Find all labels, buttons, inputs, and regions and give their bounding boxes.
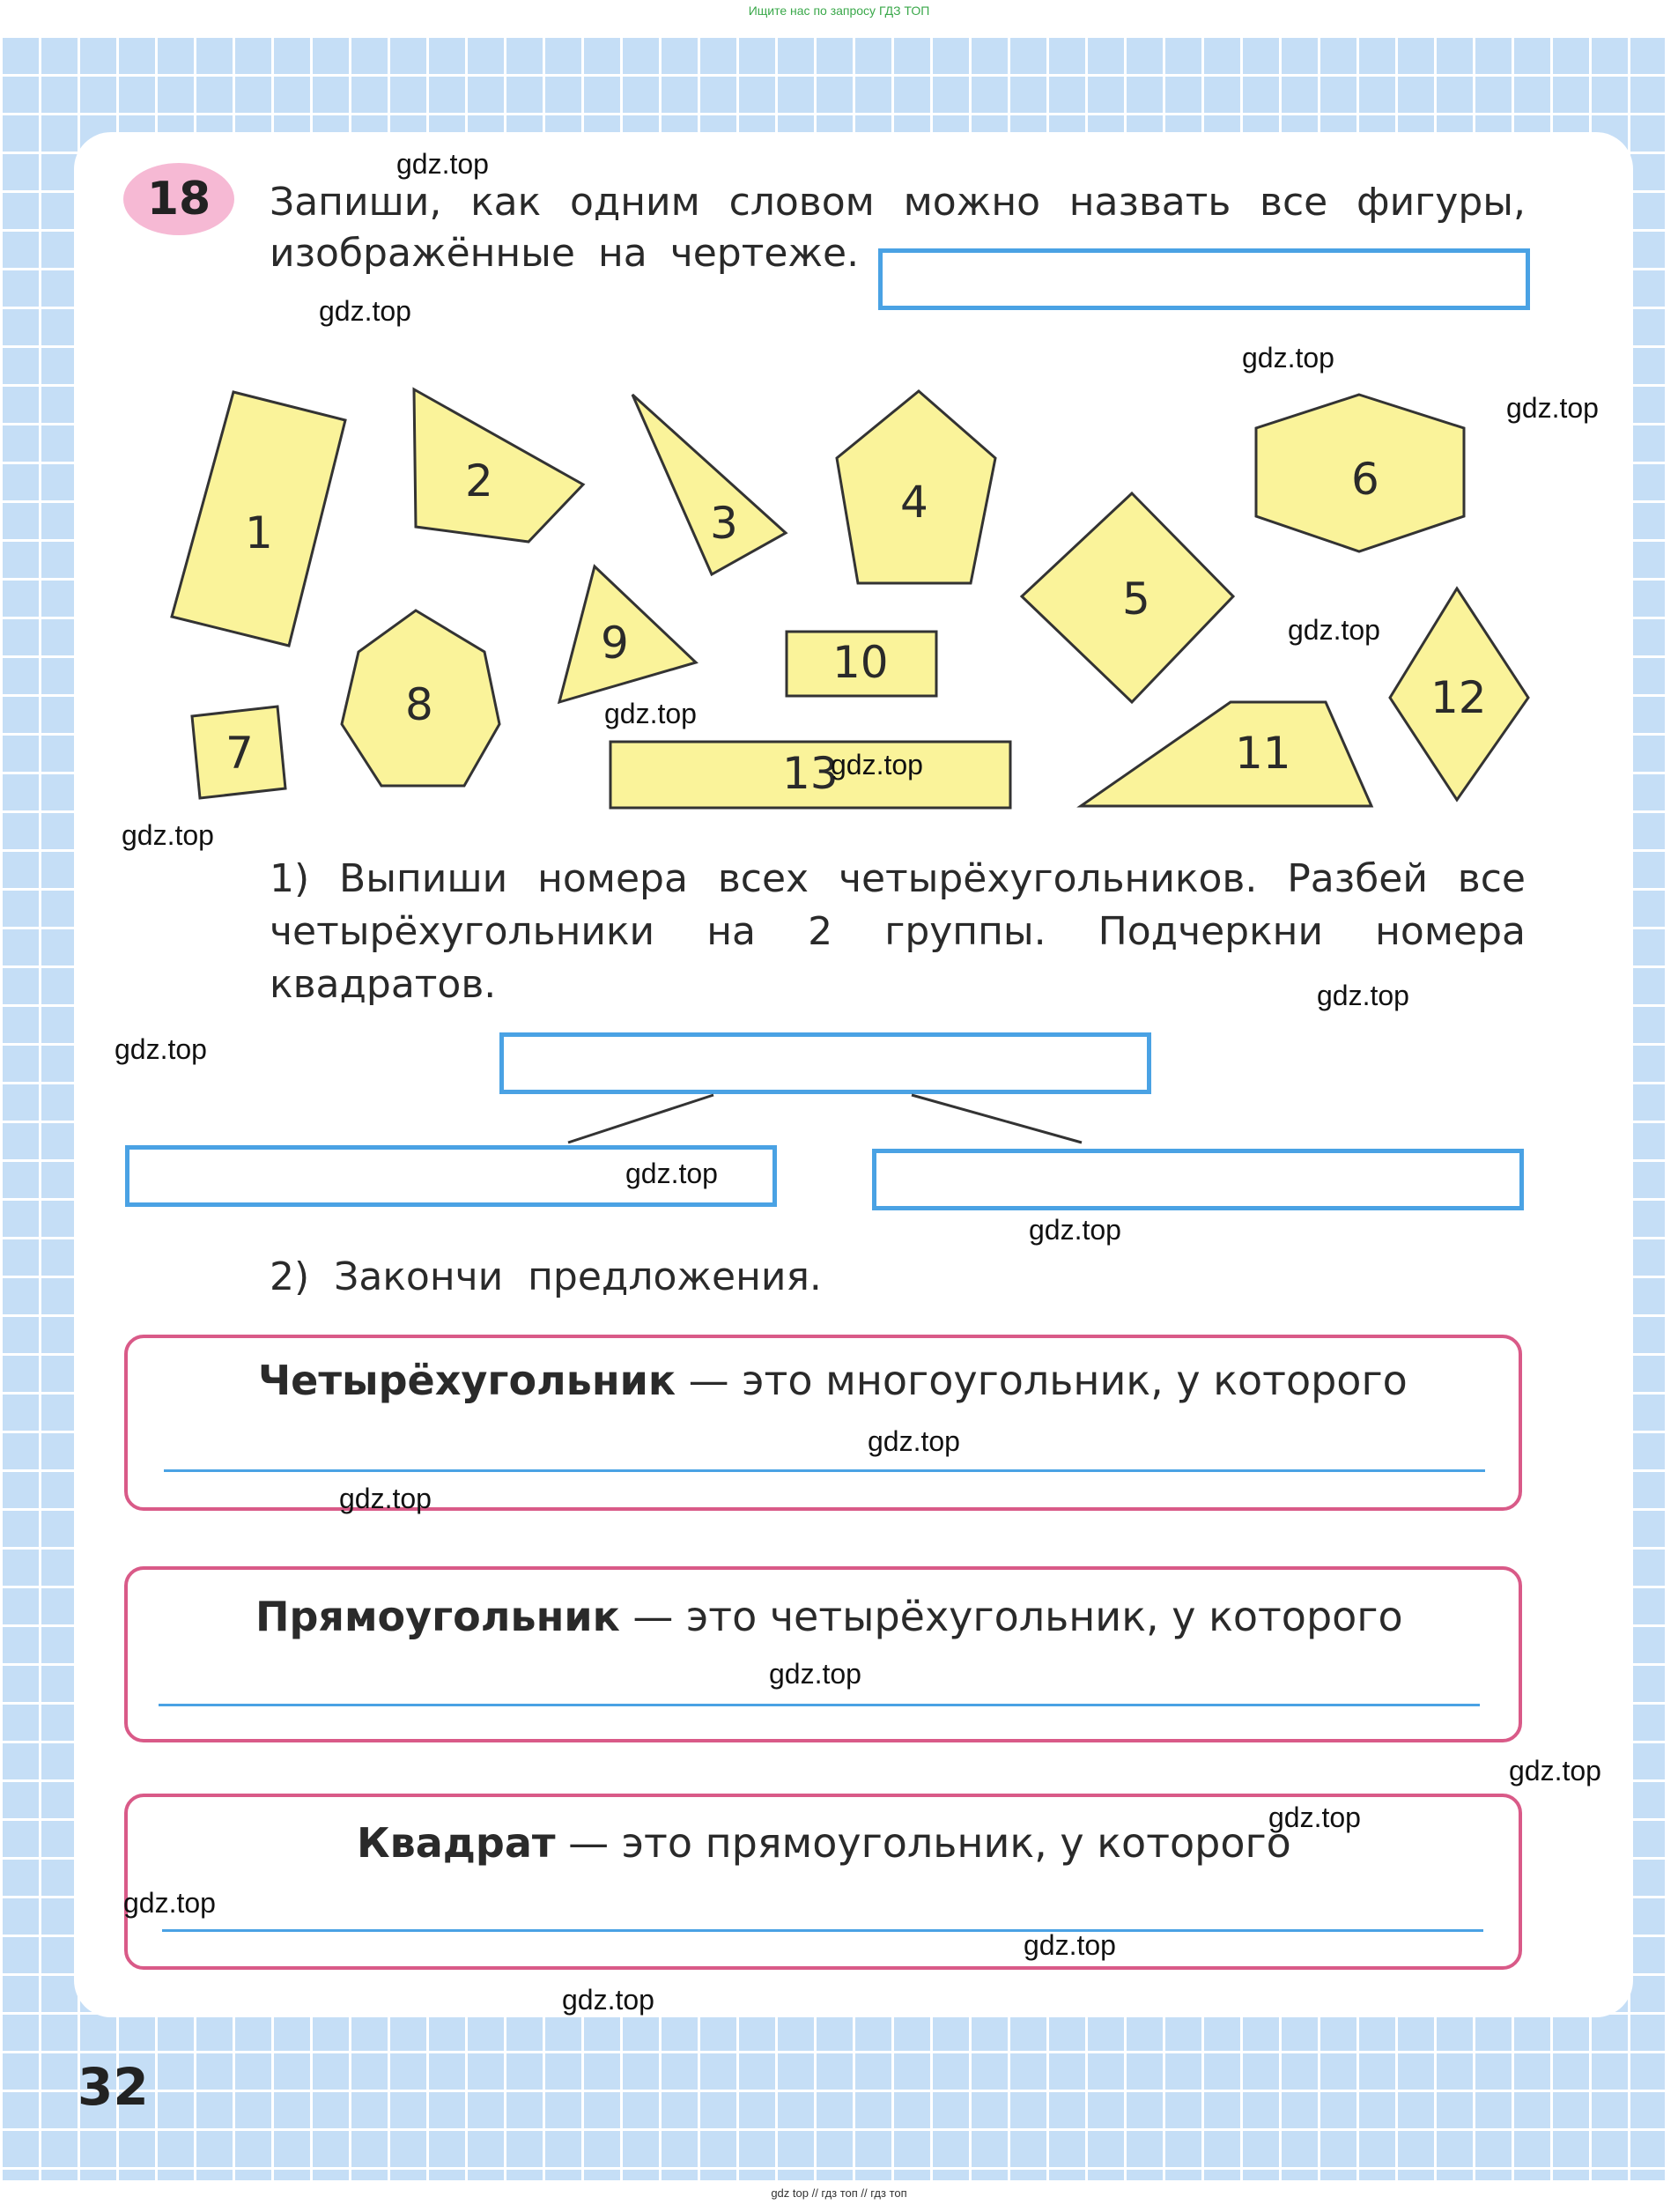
shape-label-4: 4	[900, 477, 928, 528]
watermark: gdz.top	[339, 1483, 432, 1514]
watermark: gdz.top	[868, 1425, 960, 1457]
definition-term: Четырёхугольник	[258, 1357, 676, 1404]
watermark: gdz.top	[1317, 980, 1409, 1011]
watermark: gdz.top	[831, 749, 923, 780]
watermark: gdz.top	[1288, 614, 1380, 646]
answer-line-rectangle[interactable]	[159, 1704, 1480, 1706]
bottom-banner: gdz top // гдз топ // гдз топ	[771, 2186, 907, 2200]
definition-rest: — это четырёхугольник, у которого	[619, 1593, 1403, 1640]
shape-label-12: 12	[1430, 672, 1487, 723]
shape-label-10: 10	[832, 637, 889, 688]
shape-label-9: 9	[601, 618, 629, 669]
shape-label-1: 1	[245, 507, 273, 559]
shape-label-13: 13	[782, 748, 839, 799]
watermark: gdz.top	[1268, 1801, 1361, 1833]
answer-line-quadrilateral[interactable]	[164, 1469, 1485, 1472]
watermark: gdz.top	[1509, 1755, 1601, 1787]
answer-line-square[interactable]	[162, 1929, 1483, 1932]
task-number-badge: 18	[123, 163, 234, 235]
shape-label-2: 2	[465, 455, 493, 507]
shape-label-11: 11	[1235, 728, 1291, 779]
shape-label-7: 7	[225, 728, 254, 779]
task-text-line2: изображённые на чертеже.	[270, 231, 860, 276]
page-number: 32	[78, 2057, 149, 2117]
watermark: gdz.top	[123, 1887, 216, 1919]
shape-label-6: 6	[1351, 454, 1379, 505]
watermark: gdz.top	[122, 819, 214, 851]
top-banner: Ищите нас по запросу ГДЗ ТОП	[748, 4, 930, 18]
definition-quadrilateral	[258, 1357, 1408, 1404]
definition-rectangle	[255, 1593, 1403, 1640]
definition-rest: — это прямоугольник, у которого	[555, 1819, 1291, 1867]
q1-text-line1: 1) Выпиши номера всех четырёхугольников. Разбей все	[270, 856, 1526, 901]
definition-term: Прямоугольник	[255, 1593, 620, 1640]
watermark: gdz.top	[319, 295, 411, 327]
q1-text-line2: четырёхугольники на 2 группы. Подчеркни номера	[270, 909, 1526, 954]
watermark: gdz.top	[769, 1658, 861, 1690]
watermark: gdz.top	[1024, 1929, 1116, 1961]
watermark: gdz.top	[115, 1033, 207, 1065]
shape-label-3: 3	[710, 498, 738, 549]
q1-text-line3: квадратов.	[270, 962, 497, 1007]
task-text-line1: Запиши, как одним словом можно назвать все фигуры,	[270, 180, 1526, 225]
watermark: gdz.top	[1242, 342, 1334, 374]
q2-title: 2) Закончи предложения.	[270, 1254, 822, 1299]
shape-label-5: 5	[1122, 573, 1150, 625]
definition-rest: — это многоугольник, у которого	[676, 1357, 1408, 1404]
watermark: gdz.top	[396, 148, 489, 180]
shape-label-8: 8	[405, 679, 433, 730]
definition-term: Квадрат	[357, 1819, 556, 1867]
answer-box-group-2[interactable]	[872, 1149, 1524, 1210]
watermark: gdz.top	[562, 1984, 654, 2016]
watermark: gdz.top	[625, 1158, 718, 1189]
watermark: gdz.top	[604, 698, 697, 729]
watermark: gdz.top	[1506, 392, 1599, 424]
watermark: gdz.top	[1029, 1214, 1121, 1246]
definition-square	[357, 1819, 1291, 1867]
